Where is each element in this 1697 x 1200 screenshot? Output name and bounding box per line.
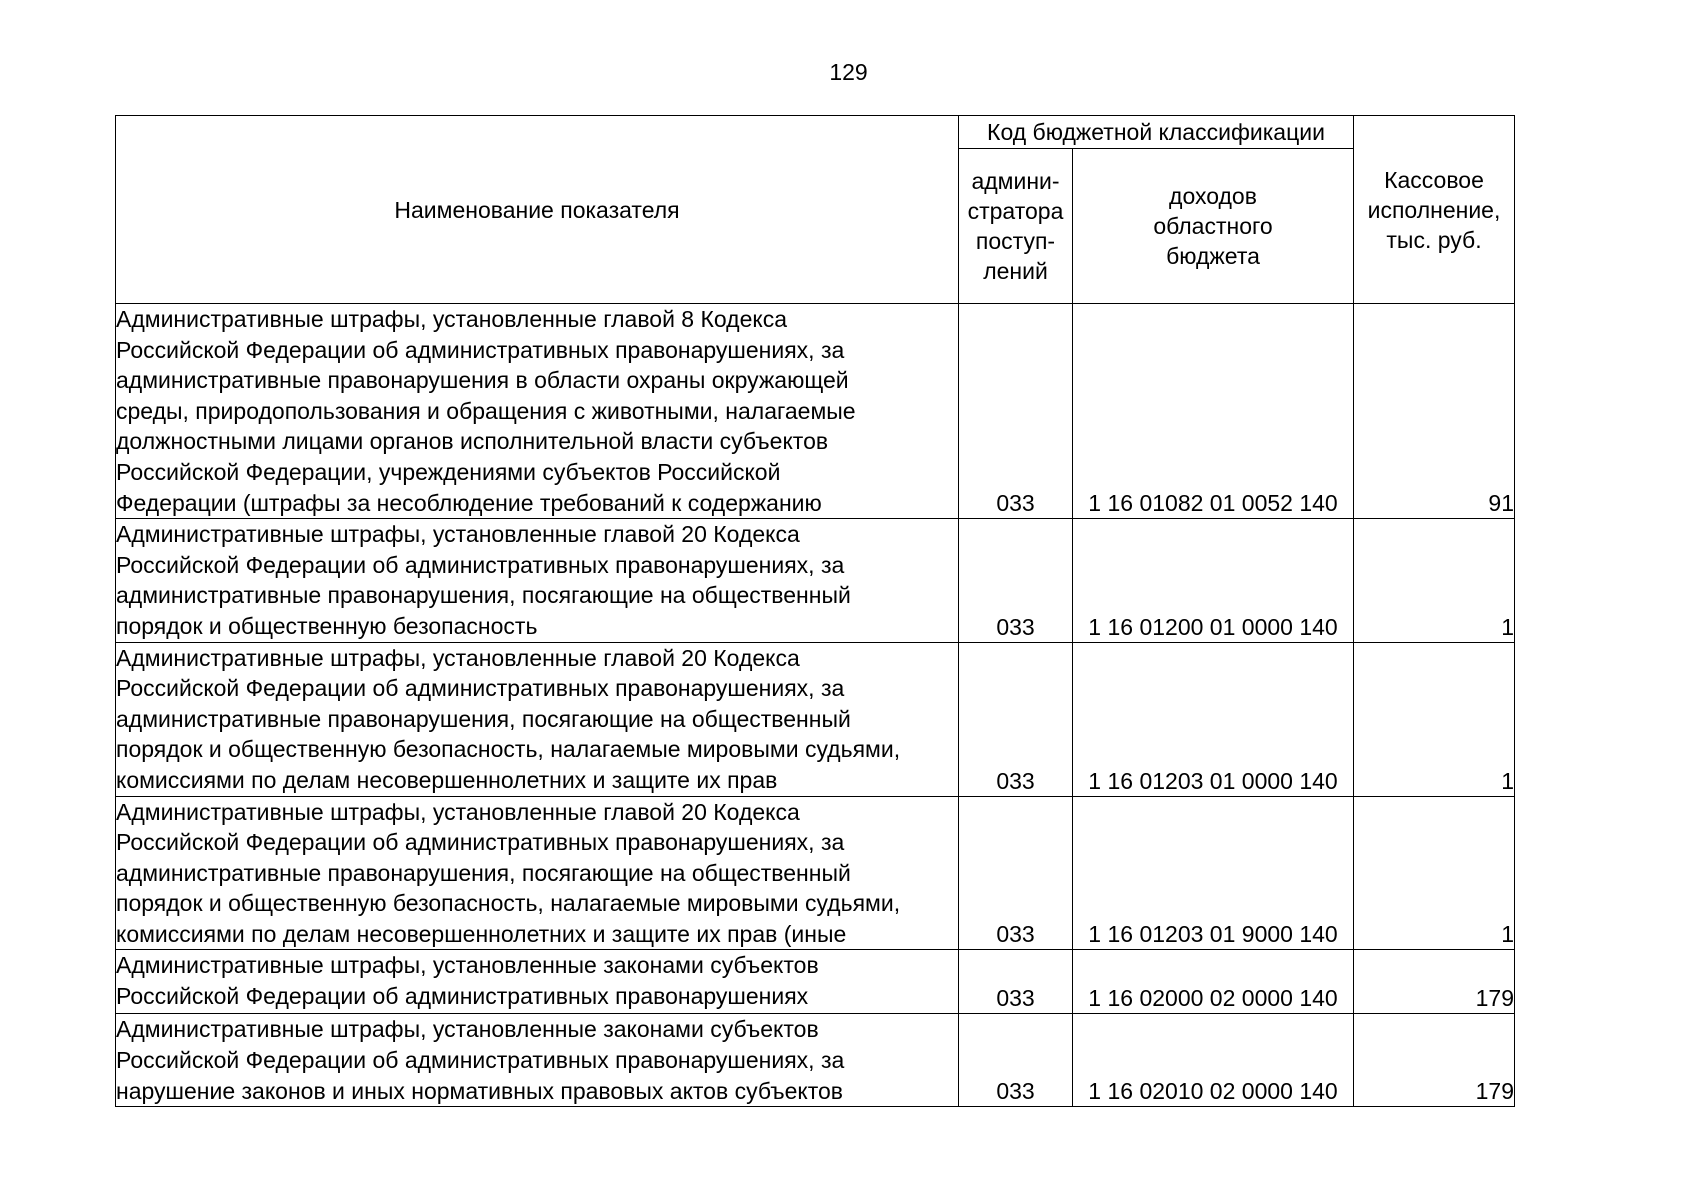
header-classification-code: Код бюджетной классификации: [959, 116, 1354, 149]
row-cash-execution: 1: [1354, 642, 1515, 796]
page-number: 129: [829, 59, 868, 85]
row-cash-execution: 179: [1354, 1014, 1515, 1107]
table-row: [116, 519, 1515, 642]
row-cash-execution: 1: [1354, 519, 1515, 642]
header-regional-budget-revenue: доходов областного бюджета: [1073, 149, 1354, 304]
header-revenue-administrator: админи- стратора поступ- лений: [959, 149, 1073, 304]
row-admin-code: 033: [959, 519, 1073, 642]
row-admin-code: 033: [959, 796, 1073, 950]
row-budget-code: 1 16 01203 01 0000 140: [1073, 642, 1354, 796]
row-cash-execution: 179: [1354, 950, 1515, 1014]
table-row: [116, 304, 1515, 519]
row-indicator-name: Административные штрафы, установленные главой 8 Кодекса Российской Федерации об административных правонарушениях, за административные правонарушения в области охраны окружающей среды, природопользования и обращения с животными, налагаемые должностными лицами органов исполнительной власти субъектов Российской Федерации, учреждениями субъектов Российской Федерации (штрафы за несоблюдение требований к содержанию: [116, 304, 959, 519]
row-cash-execution: 1: [1354, 796, 1515, 950]
header-indicator-name: Наименование показателя: [116, 116, 959, 304]
table-row: [116, 950, 1515, 1014]
row-budget-code: 1 16 02000 02 0000 140: [1073, 950, 1354, 1014]
row-indicator-name: Административные штрафы, установленные законами субъектов Российской Федерации об административных правонарушениях, за нарушение законов и иных нормативных правовых актов субъектов: [116, 1014, 959, 1107]
row-cash-execution: 91: [1354, 304, 1515, 519]
row-indicator-name: Административные штрафы, установленные главой 20 Кодекса Российской Федерации об административных правонарушениях, за административные правонарушения, посягающие на общественный порядок и общественную безопасность, налагаемые мировыми судьями, комиссиями по делам несовершеннолетних и защите их прав (иные: [116, 796, 959, 950]
header-cash-execution: Кассовое исполнение, тыс. руб.: [1354, 116, 1515, 304]
row-budget-code: 1 16 01203 01 9000 140: [1073, 796, 1354, 950]
row-budget-code: 1 16 01200 01 0000 140: [1073, 519, 1354, 642]
row-admin-code: 033: [959, 950, 1073, 1014]
row-budget-code: 1 16 02010 02 0000 140: [1073, 1014, 1354, 1107]
header-row-top: [116, 116, 1515, 149]
table-row: [116, 1014, 1515, 1107]
row-admin-code: 033: [959, 304, 1073, 519]
table-body: [116, 304, 1515, 1107]
row-admin-code: 033: [959, 642, 1073, 796]
table-row: [116, 796, 1515, 950]
row-budget-code: 1 16 01082 01 0052 140: [1073, 304, 1354, 519]
table-row: [116, 642, 1515, 796]
table-header: [116, 116, 1515, 304]
budget-revenue-table: [115, 115, 1515, 1107]
row-admin-code: 033: [959, 1014, 1073, 1107]
row-indicator-name: Административные штрафы, установленные законами субъектов Российской Федерации об административных правонарушениях: [116, 950, 959, 1014]
row-indicator-name: Административные штрафы, установленные главой 20 Кодекса Российской Федерации об административных правонарушениях, за административные правонарушения, посягающие на общественный порядок и общественную безопасность: [116, 519, 959, 642]
row-indicator-name: Административные штрафы, установленные главой 20 Кодекса Российской Федерации об административных правонарушениях, за административные правонарушения, посягающие на общественный порядок и общественную безопасность, налагаемые мировыми судьями, комиссиями по делам несовершеннолетних и защите их прав: [116, 642, 959, 796]
